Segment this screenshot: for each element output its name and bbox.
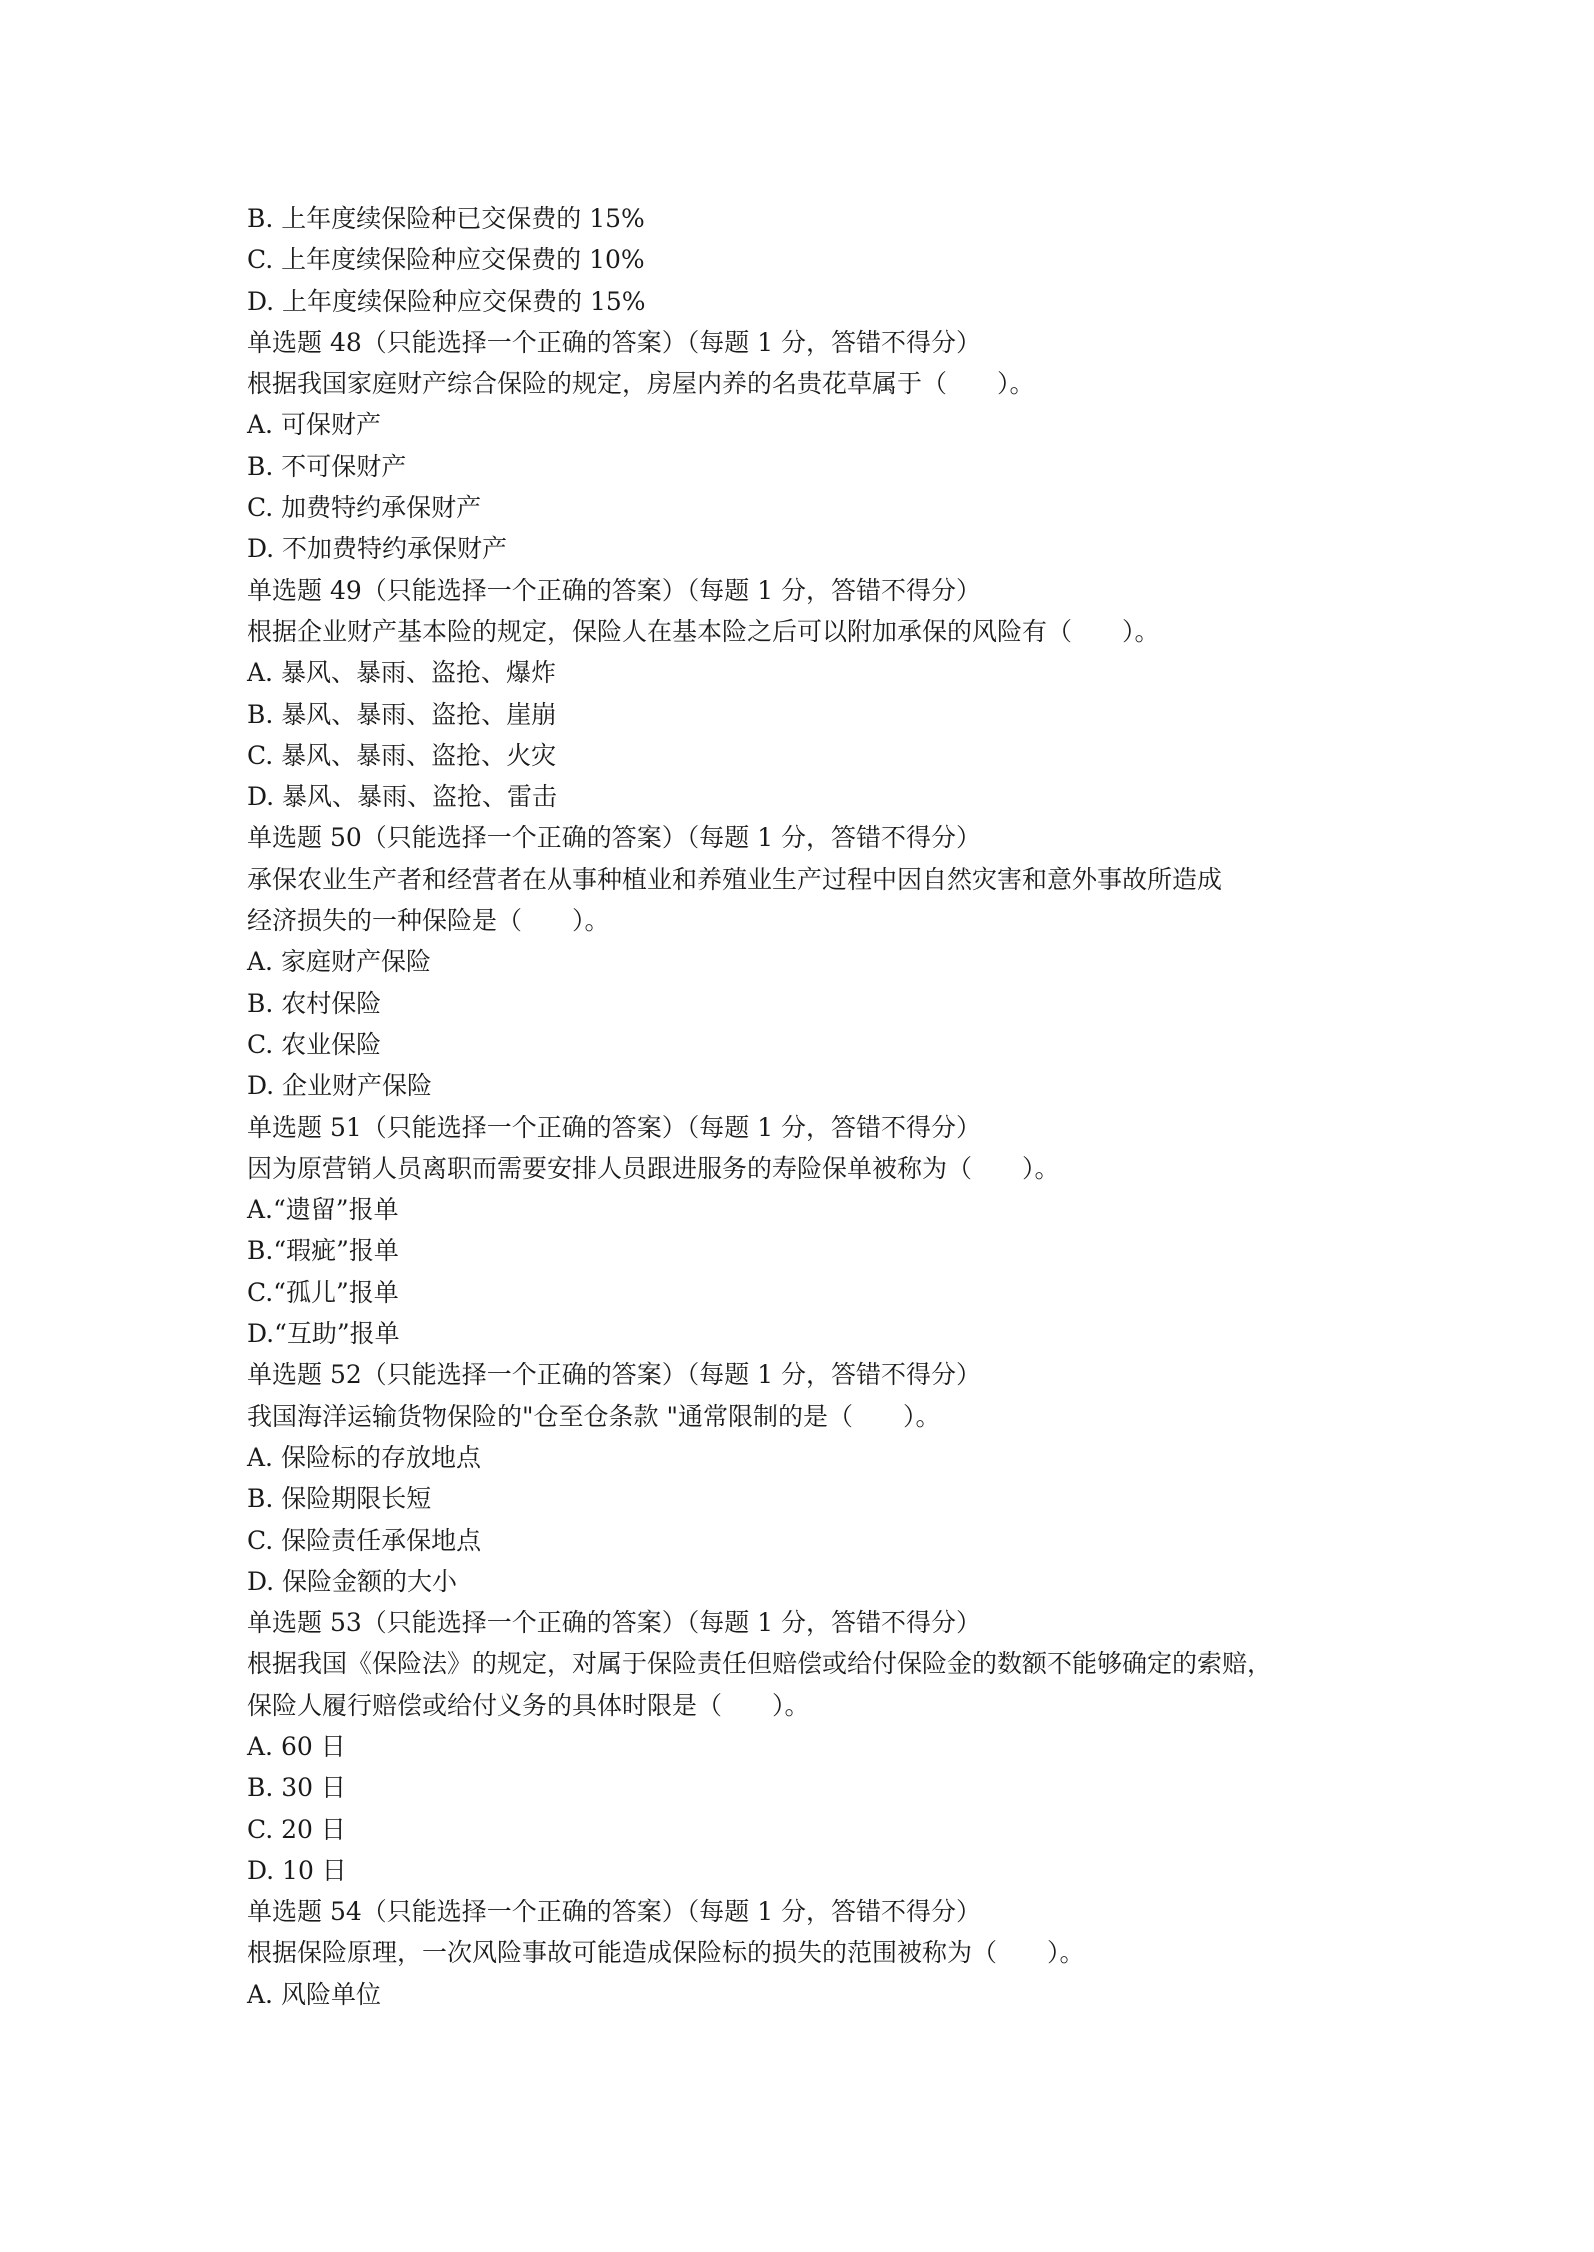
text-line: 经济损失的一种保险是（ ）。 <box>247 906 610 936</box>
text-line: 根据我国《保险法》的规定，对属于保险责任但赔偿或给付保险金的数额不能够确定的索赔， <box>247 1649 1273 1679</box>
text-line: D. 保险金额的大小 <box>247 1566 458 1596</box>
text-line: 单选题 53（只能选择一个正确的答案）（每题 1 分，答错不得分） <box>247 1608 982 1638</box>
text-line: B. 农村保险 <box>247 988 382 1018</box>
document-body <box>247 198 1367 2015</box>
text-line: 根据保险原理，一次风险事故可能造成保险标的损失的范围被称为（ ）。 <box>247 1938 1085 1968</box>
text-line: D.“互助”报单 <box>247 1319 400 1349</box>
text-line: A. 暴风、暴雨、盗抢、爆炸 <box>247 658 556 688</box>
text-line: B. 30 日 <box>247 1773 347 1803</box>
text-line: C. 上年度续保险种应交保费的 10% <box>247 245 645 275</box>
text-line: 根据企业财产基本险的规定，保险人在基本险之后可以附加承保的风险有（ ）。 <box>247 616 1160 646</box>
text-line: C.“孤儿”报单 <box>247 1277 399 1307</box>
text-line: D. 暴风、暴雨、盗抢、雷击 <box>247 782 558 812</box>
text-line: A.“遗留”报单 <box>247 1195 399 1225</box>
text-line: 单选题 51（只能选择一个正确的答案）（每题 1 分，答错不得分） <box>247 1112 982 1142</box>
text-line: 承保农业生产者和经营者在从事种植业和养殖业生产过程中因自然灾害和意外事故所造成 <box>247 864 1223 894</box>
text-line: C. 20 日 <box>247 1814 346 1844</box>
text-line: A. 家庭财产保险 <box>247 947 431 977</box>
text-line: A. 可保财产 <box>247 410 381 440</box>
text-line: 单选题 50（只能选择一个正确的答案）（每题 1 分，答错不得分） <box>247 823 982 853</box>
text-line: B. 保险期限长短 <box>247 1484 432 1514</box>
text-line: 单选题 52（只能选择一个正确的答案）（每题 1 分，答错不得分） <box>247 1360 982 1390</box>
text-line: B. 上年度续保险种已交保费的 15% <box>247 204 645 233</box>
text-line: C. 暴风、暴雨、盗抢、火灾 <box>247 740 557 770</box>
text-line: 因为原营销人员离职而需要安排人员跟进服务的寿险保单被称为（ ）。 <box>247 1153 1060 1183</box>
text-line: A. 保险标的存放地点 <box>247 1442 481 1472</box>
text-line: D. 10 日 <box>247 1855 347 1885</box>
text-line: A. 风险单位 <box>247 1979 381 2009</box>
text-line: B. 不可保财产 <box>247 451 407 481</box>
text-line: A. 60 日 <box>247 1731 346 1761</box>
text-line: B.“瑕疵”报单 <box>247 1236 399 1266</box>
text-line: 单选题 48（只能选择一个正确的答案）（每题 1 分，答错不得分） <box>247 327 982 357</box>
text-line: B. 暴风、暴雨、盗抢、崖崩 <box>247 699 557 729</box>
text-line: D. 上年度续保险种应交保费的 15% <box>247 286 646 316</box>
text-line: D. 不加费特约承保财产 <box>247 534 508 564</box>
text-line: C. 加费特约承保财产 <box>247 493 482 523</box>
text-line: 单选题 49（只能选择一个正确的答案）（每题 1 分，答错不得分） <box>247 575 982 605</box>
text-line: C. 保险责任承保地点 <box>247 1525 482 1555</box>
text-line: 根据我国家庭财产综合保险的规定，房屋内养的名贵花草属于（ ）。 <box>247 369 1035 399</box>
text-line: 我国海洋运输货物保险的"仓至仓条款 "通常限制的是（ ）。 <box>247 1401 941 1431</box>
text-line: 保险人履行赔偿或给付义务的具体时限是（ ）。 <box>247 1690 810 1720</box>
text-line: D. 企业财产保险 <box>247 1071 433 1101</box>
text-line: 单选题 54（只能选择一个正确的答案）（每题 1 分，答错不得分） <box>247 1897 982 1927</box>
text-line: C. 农业保险 <box>247 1029 382 1059</box>
